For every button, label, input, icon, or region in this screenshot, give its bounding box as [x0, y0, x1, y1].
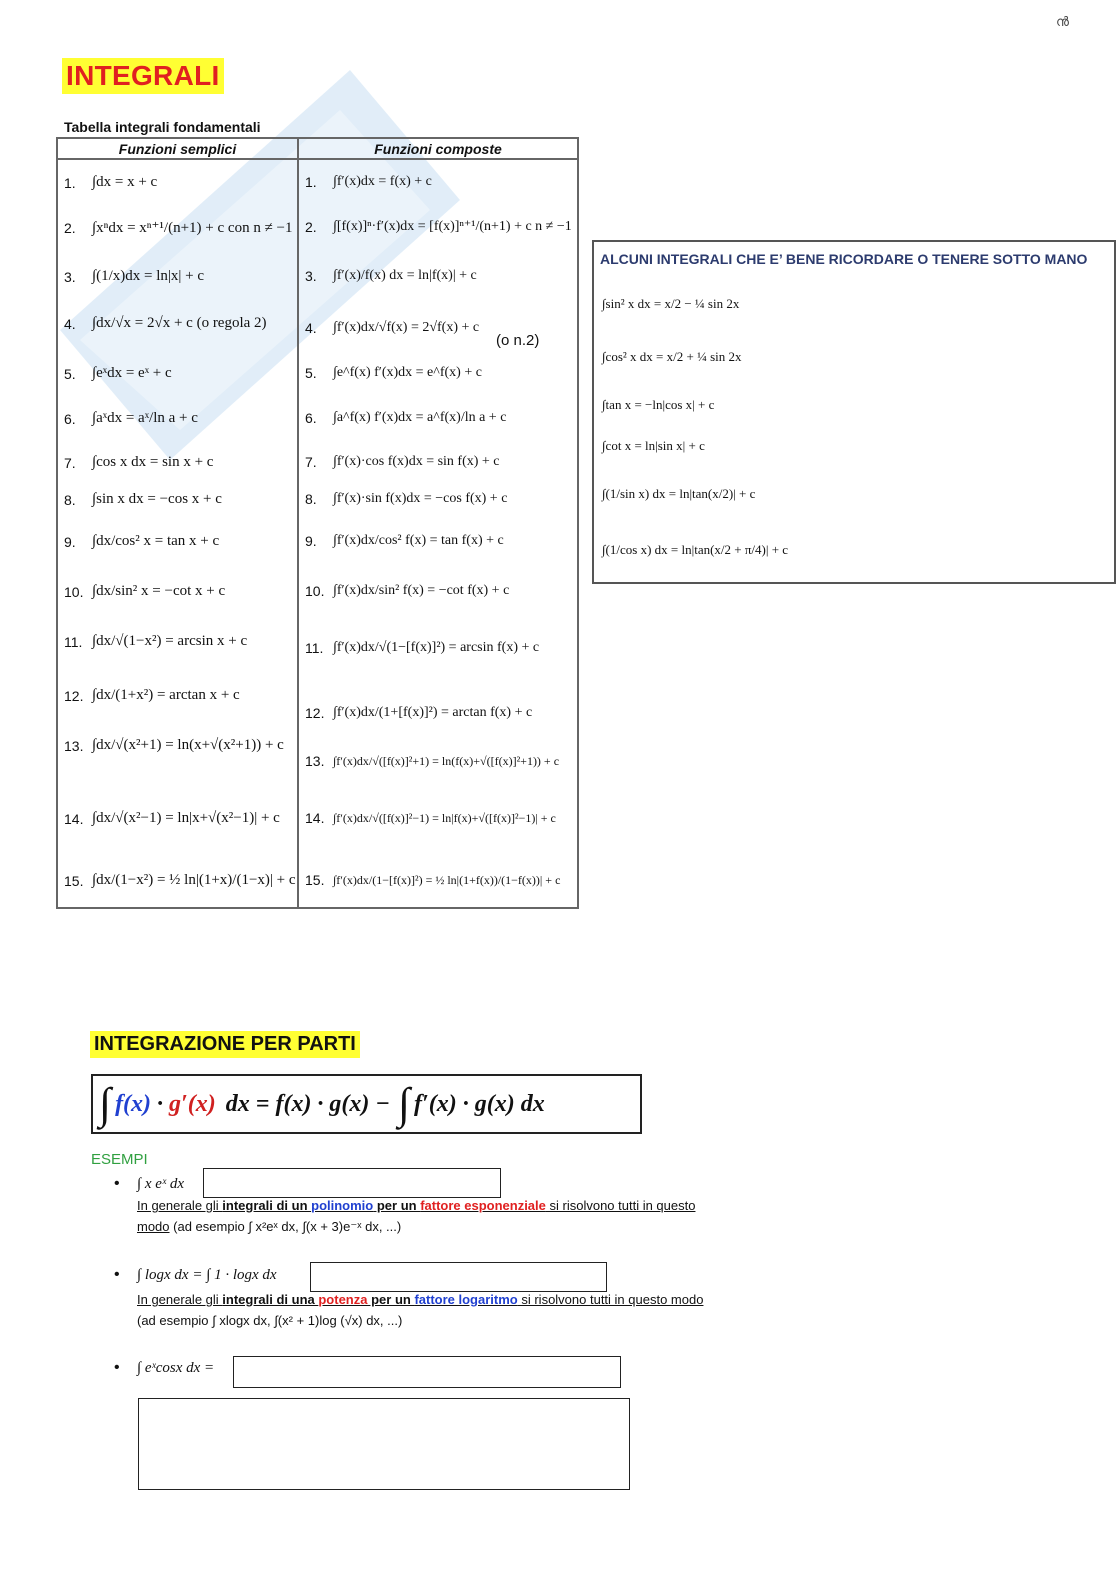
composite-row-number: 15. [305, 872, 325, 888]
corner-mark: ൻ [1056, 14, 1069, 29]
simple-row-number: 4. [64, 315, 76, 332]
composite-row-7 [299, 454, 500, 470]
simple-row-number: 10. [64, 583, 84, 600]
simple-row-formula: ∫dx/sin² x = −cot x + c [92, 583, 226, 599]
simple-row-formula: ∫dx = x + c [92, 174, 158, 190]
composite-row-8 [299, 491, 507, 507]
composite-row-formula: ∫[f(x)]ⁿ·f′(x)dx = [f(x)]ⁿ⁺¹/(n+1) + c n ≠ −1 [333, 219, 572, 234]
composite-row-formula: ∫f′(x)dx/√f(x) = 2√f(x) + c [333, 320, 480, 335]
simple-row-formula: ∫dx/√x = 2√x + c (o regola 2) [92, 315, 267, 331]
composite-row-number: 8. [305, 491, 317, 507]
composite-row-9 [299, 533, 504, 549]
composite-row-2 [299, 218, 572, 235]
bullet-2: • [114, 1266, 120, 1283]
composite-row-14 [299, 810, 556, 826]
composite-row-formula: ∫f′(x)dx/√([f(x)]²−1) = ln|f(x)+√([f(x)]²−1)| + c [333, 810, 556, 825]
formula-dot: · [157, 1090, 164, 1117]
simple-row-number: 5. [64, 365, 76, 382]
simple-row-number: 7. [64, 454, 76, 471]
side-item-1: ∫sin² x dx = x/2 − ¼ sin 2x [602, 296, 740, 311]
composite-row-10 [299, 583, 509, 599]
simple-row-13 [58, 737, 284, 754]
simple-row-number: 13. [64, 737, 84, 754]
example-2-formula: ∫ logx dx = ∫ 1 · logx dx [137, 1267, 277, 1283]
simple-row-formula: ∫dx/(1+x²) = arctan x + c [92, 687, 240, 703]
composite-row-number: 7. [305, 454, 317, 470]
simple-row-7 [58, 454, 213, 471]
table-caption: Tabella integrali fondamentali [64, 119, 261, 135]
simple-row-number: 1. [64, 174, 76, 191]
composite-row-12 [299, 705, 532, 721]
composite-row-number: 11. [305, 640, 324, 656]
simple-row-number: 9. [64, 533, 76, 550]
simple-row-formula: ∫dx/√(1−x²) = arcsin x + c [92, 633, 248, 649]
simple-row-formula: ∫aˣdx = aˣ/ln a + c [92, 410, 198, 426]
composite-row-number: 12. [305, 705, 325, 721]
simple-row-6 [58, 410, 198, 427]
example-1-answer-box[interactable] [203, 1168, 501, 1198]
simple-row-number: 15. [64, 872, 84, 889]
composite-row-number: 1. [305, 174, 317, 190]
simple-row-number: 11. [64, 633, 83, 650]
composite-row-number: 13. [305, 753, 325, 769]
composite-row-13 [299, 753, 559, 769]
example-2-note: In generale gli integrali di una potenza per un fattore logaritmo si risolvono tutti in questo modo [137, 1292, 704, 1307]
side-item-6: ∫(1/cos x) dx = ln|tan(x/2 + π/4)| + c [602, 542, 789, 557]
composite-row-formula: ∫f′(x)·sin f(x)dx = −cos f(x) + c [333, 491, 508, 506]
simple-row-number: 3. [64, 268, 76, 285]
composite-row-number: 6. [305, 410, 317, 426]
page-title: INTEGRALI [62, 58, 224, 94]
composite-row-formula: ∫f′(x)·cos f(x)dx = sin f(x) + c [333, 454, 500, 469]
integral-sign: ∫ [99, 1079, 112, 1128]
simple-row-formula: ∫(1/x)dx = ln|x| + c [92, 268, 205, 284]
side-item-5: ∫(1/sin x) dx = ln|tan(x/2)| + c [602, 486, 756, 501]
simple-row-11 [58, 633, 247, 650]
composite-row-formula: ∫f′(x)dx/(1−[f(x)]²) = ½ ln|(1+f(x))/(1−f(x))| + c [333, 872, 561, 887]
simple-row-1 [58, 174, 157, 191]
composite-row-formula: ∫f′(x)/f(x) dx = ln|f(x)| + c [333, 268, 477, 283]
example-1-note: In generale gli integrali di un polinomio per un fattore esponenziale si risolvono tutti in questo [137, 1198, 696, 1213]
header-simple: Funzioni semplici [57, 138, 298, 159]
simple-row-4 [58, 315, 267, 332]
esempi-label: ESEMPI [91, 1151, 148, 1168]
side-title: ALCUNI INTEGRALI CHE E’ BENE RICORDARE O TENERE SOTTO MANO [600, 251, 1088, 267]
composite-row-formula: ∫f′(x)dx/(1+[f(x)]²) = arctan f(x) + c [333, 705, 533, 720]
simple-row-formula: ∫dx/cos² x = tan x + c [92, 533, 220, 549]
composite-row-3 [299, 268, 477, 284]
composite-row-4 [299, 320, 479, 336]
side-item-4: ∫cot x = ln|sin x| + c [602, 438, 705, 453]
parts-formula [91, 1074, 642, 1134]
simple-row-formula: ∫dx/√(x²−1) = ln|x+√(x²−1)| + c [92, 810, 280, 826]
simple-row-8 [58, 491, 222, 508]
simple-row-formula: ∫sin x dx = −cos x + c [92, 491, 222, 507]
composite-row-formula: ∫f′(x)dx = f(x) + c [333, 174, 432, 189]
simple-row-number: 8. [64, 491, 76, 508]
composite-row-5 [299, 365, 482, 381]
composite-row-6 [299, 410, 506, 426]
example-3-formula: ∫ eˣcosx dx = [137, 1360, 215, 1376]
composite-row-number: 5. [305, 365, 317, 381]
composite-column [298, 159, 578, 908]
simple-row-formula: ∫dx/√(x²+1) = ln(x+√(x²+1)) + c [92, 737, 284, 753]
bullet-1: • [114, 1175, 120, 1192]
formula-f: f(x) [115, 1090, 152, 1117]
composite-row-1 [299, 174, 432, 190]
simple-row-formula: ∫dx/(1−x²) = ½ ln|(1+x)/(1−x)| + c [92, 872, 296, 888]
simple-row-number: 14. [64, 810, 84, 827]
example-1-formula: ∫ x eˣ dx [137, 1176, 185, 1192]
composite-row-number: 14. [305, 810, 325, 826]
simple-row-15 [58, 872, 296, 889]
example-3-work-box[interactable] [138, 1398, 630, 1490]
header-composite: Funzioni composte [298, 138, 578, 159]
integral-sign-2: ∫ [397, 1079, 411, 1128]
composite-row-formula: ∫e^f(x) f′(x)dx = e^f(x) + c [333, 365, 482, 380]
example-2-answer-box[interactable] [310, 1262, 607, 1292]
composite-row-15 [299, 872, 560, 888]
formula-rhs2: f′(x) · g(x) dx [414, 1090, 545, 1117]
simple-column [57, 159, 298, 908]
composite-row-formula: ∫f′(x)dx/√(1−[f(x)]²) = arcsin f(x) + c [333, 640, 540, 655]
composite-row-formula: ∫f′(x)dx/sin² f(x) = −cot f(x) + c [333, 583, 510, 598]
simple-row-formula: ∫eˣdx = eˣ + c [92, 365, 172, 381]
simple-row-14 [58, 810, 280, 827]
parti-title: INTEGRAZIONE PER PARTI [90, 1031, 360, 1058]
composite-row-number: 10. [305, 583, 325, 599]
simple-row-number: 2. [64, 219, 76, 236]
composite-row-formula: ∫a^f(x) f′(x)dx = a^f(x)/ln a + c [333, 410, 507, 425]
composite-row-11 [299, 640, 539, 656]
example-2-note-2: (ad esempio ∫ xlogx dx, ∫(x² + 1)log (√x) dx, ...) [137, 1313, 403, 1328]
simple-row-9 [58, 533, 219, 550]
bullet-3: • [114, 1359, 120, 1376]
simple-row-12 [58, 687, 240, 704]
simple-row-5 [58, 365, 172, 382]
side-item-3: ∫tan x = −ln|cos x| + c [602, 397, 715, 412]
integrals-table [56, 137, 579, 909]
composite-row-number: 2. [305, 218, 317, 235]
side-item-2: ∫cos² x dx = x/2 + ¼ sin 2x [602, 349, 742, 364]
example-3-answer-box[interactable] [233, 1356, 621, 1388]
composite-row-formula: ∫f′(x)dx/cos² f(x) = tan f(x) + c [333, 533, 504, 548]
composite-row-formula: ∫f′(x)dx/√([f(x)]²+1) = ln(f(x)+√([f(x)]²+1)) + c [333, 753, 560, 768]
simple-row-formula: ∫xⁿdx = xⁿ⁺¹/(n+1) + c con n ≠ −1 [92, 220, 293, 236]
simple-row-3 [58, 268, 204, 285]
simple-row-10 [58, 583, 225, 600]
formula-rhs: dx = f(x) · g(x) − [225, 1090, 390, 1117]
simple-row-formula: ∫cos x dx = sin x + c [92, 454, 214, 470]
simple-row-number: 6. [64, 410, 76, 427]
simple-row-number: 12. [64, 687, 84, 704]
simple-row-2 [58, 218, 293, 237]
composite-row-number: 4. [305, 320, 317, 336]
formula-g-prime: g′(x) [169, 1090, 216, 1117]
example-1-note-2: modo (ad esempio ∫ x²eˣ dx, ∫(x + 3)e⁻ˣ dx, ...) [137, 1219, 402, 1234]
composite-row-number: 9. [305, 533, 317, 549]
side-box-reminders [592, 240, 1116, 584]
note-o-n2: (o n.2) [496, 332, 540, 349]
composite-row-number: 3. [305, 268, 317, 284]
